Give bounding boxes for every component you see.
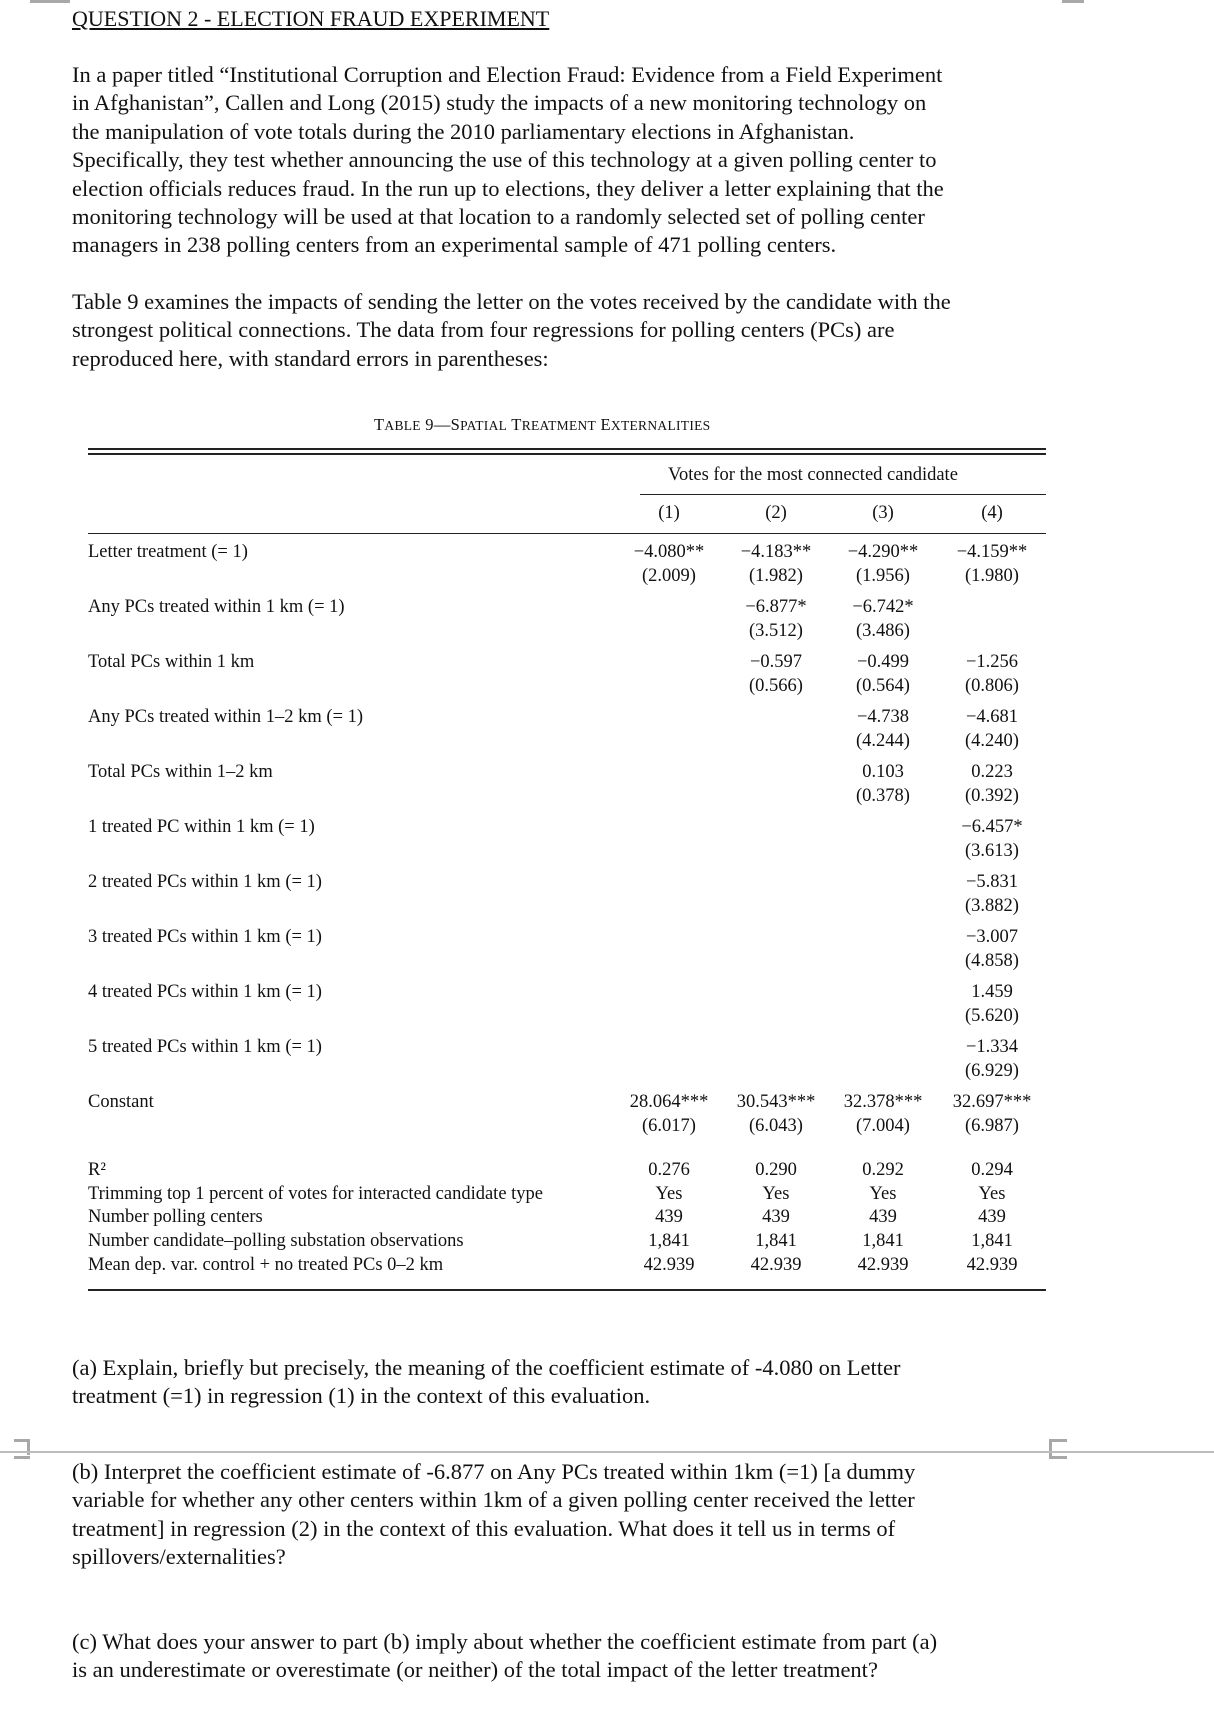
stat-value: 0.294 [971, 1160, 1013, 1180]
coefficient: −5.831 [965, 872, 1019, 892]
caption-part: T [374, 415, 385, 434]
question-b [72, 1458, 915, 1572]
coefficient: −4.080** [633, 542, 705, 562]
standard-error: (4.244) [856, 730, 910, 751]
question-title: QUESTION 2 - ELECTION FRAUD EXPERIMENT [72, 6, 550, 31]
question-a [72, 1354, 900, 1411]
text-line: monitoring technology will be used at that location to a randomly selected set of polling center [72, 204, 925, 230]
standard-error: (3.882) [965, 895, 1019, 916]
stat-value: Yes [762, 1183, 790, 1204]
standard-error: (2.009) [642, 565, 696, 586]
caption-part: ABLE [384, 418, 421, 433]
row-label: 4 treated PCs within 1 km (= 1) [88, 982, 322, 1002]
standard-error: (1.980) [965, 565, 1019, 586]
row-label: Any PCs treated within 1 km (= 1) [88, 597, 345, 617]
stat-value: 0.292 [862, 1160, 904, 1180]
coefficient: 32.697*** [952, 1092, 1032, 1112]
standard-error: (3.512) [749, 620, 803, 641]
header-rule [640, 494, 1046, 495]
standard-error: (1.956) [856, 565, 910, 586]
standard-error: (0.392) [965, 785, 1019, 806]
stat-value: 0.290 [755, 1160, 797, 1180]
caption-part: PATIAL [460, 418, 508, 433]
standard-error: (1.982) [749, 565, 803, 586]
page-corner-mark [14, 1456, 30, 1459]
standard-error: (0.806) [965, 675, 1019, 696]
text-line: (a) Explain, briefly but precisely, the meaning of the coefficient estimate of -4.080 on Letter [72, 1355, 901, 1380]
coefficient: −3.007 [965, 927, 1019, 947]
stat-value: Yes [869, 1183, 897, 1204]
table-top-rule [88, 453, 1046, 455]
coefficient: 32.378*** [843, 1092, 923, 1112]
text-line: election officials reduces fraud. In the run up to elections, they deliver a letter explaining that the [72, 175, 944, 201]
stat-value: 42.939 [966, 1254, 1018, 1275]
page-corner-mark [30, 0, 70, 3]
column-header: (3) [872, 503, 894, 523]
stat-value: 439 [655, 1207, 683, 1228]
coefficient: −6.877* [745, 597, 807, 617]
row-label: 5 treated PCs within 1 km (= 1) [88, 1037, 322, 1057]
standard-error: (3.486) [856, 620, 910, 641]
coefficient: −4.738 [856, 707, 910, 727]
row-label: 1 treated PC within 1 km (= 1) [88, 817, 315, 837]
stat-value: 42.939 [857, 1254, 909, 1275]
header-bottom-rule [88, 533, 1046, 534]
stat-label: Number polling centers [88, 1207, 263, 1228]
standard-error: (5.620) [965, 1005, 1019, 1026]
stat-value: 42.939 [750, 1254, 802, 1275]
dep-var-header: Votes for the most connected candidate [668, 465, 958, 485]
stat-value: 1,841 [755, 1231, 797, 1252]
text-line: in Afghanistan”, Callen and Long (2015) study the impacts of a new monitoring technology on [72, 90, 927, 116]
standard-error: (0.564) [856, 675, 910, 696]
text-line: the manipulation of vote totals during the 2010 parliamentary elections in Afghanistan. [72, 118, 855, 144]
row-label: Total PCs within 1 km [88, 652, 255, 672]
coefficient: −0.499 [856, 652, 910, 672]
column-header: (1) [658, 503, 680, 523]
text-line: In a paper titled “Institutional Corruption and Election Fraud: Evidence from a Field Experiment [72, 62, 943, 87]
stat-label: Trimming top 1 percent of votes for interacted candidate type [88, 1183, 544, 1204]
coefficient: 1.459 [971, 982, 1013, 1002]
stat-value: 42.939 [643, 1254, 695, 1275]
row-label: 3 treated PCs within 1 km (= 1) [88, 927, 322, 947]
text-line: Specifically, they test whether announcing the use of this technology at a given polling center to [72, 147, 937, 173]
stat-label: Mean dep. var. control + no treated PCs 0–2 km [88, 1254, 444, 1275]
row-label: Any PCs treated within 1–2 km (= 1) [88, 707, 364, 727]
stat-value: Yes [655, 1183, 683, 1204]
standard-error: (4.858) [965, 950, 1019, 971]
coefficient: −4.290** [847, 542, 919, 562]
text-line: is an underestimate or overestimate (or neither) of the total impact of the letter treatment? [72, 1657, 878, 1683]
table-intro-paragraph [72, 288, 951, 373]
standard-error: (7.004) [856, 1115, 910, 1136]
stat-value: 439 [978, 1207, 1006, 1228]
coefficient: −1.334 [965, 1037, 1019, 1057]
column-header: (4) [981, 503, 1003, 523]
table-top-rule [88, 448, 1046, 450]
stat-label: R² [88, 1160, 106, 1180]
coefficient: −4.681 [965, 707, 1019, 727]
standard-error: (4.240) [965, 730, 1019, 751]
caption-part: E [596, 415, 611, 434]
coefficient: −6.742* [852, 597, 914, 617]
text-line: (b) Interpret the coefficient estimate of -6.877 on Any PCs treated within 1km (=1) [a dummy [72, 1459, 916, 1484]
text-line: strongest political connections. The data from four regressions for polling centers (PCs) are [72, 317, 895, 343]
intro-paragraph [72, 61, 944, 260]
coefficient: −6.457* [961, 817, 1023, 837]
standard-error: (0.378) [856, 785, 910, 806]
question-c [72, 1628, 937, 1685]
caption-part: XTERNALITIES [610, 418, 711, 433]
coefficient: −4.183** [740, 542, 812, 562]
caption-part: T [507, 415, 522, 434]
standard-error: (0.566) [749, 675, 803, 696]
standard-error: (6.987) [965, 1115, 1019, 1136]
coefficient: −0.597 [749, 652, 803, 672]
coefficient: −4.159** [956, 542, 1028, 562]
stat-label: Number candidate–polling substation observations [88, 1231, 464, 1252]
text-line: treatment] in regression (2) in the context of this evaluation. What does it tell us in terms of [72, 1515, 896, 1541]
page-corner-mark [1062, 0, 1084, 3]
table-bottom-rule [88, 1289, 1046, 1291]
text-line: spillovers/externalities? [72, 1544, 286, 1570]
stat-value: 1,841 [862, 1231, 904, 1252]
standard-error: (6.929) [965, 1060, 1019, 1081]
stat-value: 439 [762, 1207, 790, 1228]
standard-error: (6.017) [642, 1115, 696, 1136]
text-line: managers in 238 polling centers from an experimental sample of 471 polling centers. [72, 232, 837, 258]
stat-value: 439 [869, 1207, 897, 1228]
row-label: Constant [88, 1092, 154, 1112]
caption-part: 9—S [420, 415, 461, 434]
stat-value: Yes [978, 1183, 1006, 1204]
text-line: (c) What does your answer to part (b) imply about whether the coefficient estimate from part (a) [72, 1629, 938, 1654]
stat-value: 0.276 [648, 1160, 690, 1180]
text-line: reproduced here, with standard errors in parentheses: [72, 345, 549, 371]
coefficient: 0.103 [862, 762, 904, 782]
stat-value: 1,841 [971, 1231, 1013, 1252]
stat-value: 1,841 [648, 1231, 690, 1252]
page-break-line [0, 1451, 1214, 1453]
coefficient: 28.064*** [629, 1092, 709, 1112]
column-header: (2) [765, 503, 787, 523]
standard-error: (6.043) [749, 1115, 803, 1136]
text-line: variable for whether any other centers within 1km of a given polling center received the letter [72, 1487, 915, 1513]
standard-error: (3.613) [965, 840, 1019, 861]
caption-part: REATMENT [521, 418, 597, 433]
text-line: Table 9 examines the impacts of sending the letter on the votes received by the candidate with the [72, 289, 951, 314]
row-label: 2 treated PCs within 1 km (= 1) [88, 872, 322, 892]
text-line: treatment (=1) in regression (1) in the context of this evaluation. [72, 1383, 651, 1409]
coefficient: 0.223 [971, 762, 1013, 782]
row-label: Total PCs within 1–2 km [88, 762, 273, 782]
page-corner-mark [1049, 1456, 1067, 1459]
row-label: Letter treatment (= 1) [88, 542, 248, 562]
table-caption [374, 415, 711, 435]
coefficient: 30.543*** [736, 1092, 816, 1112]
coefficient: −1.256 [965, 652, 1019, 672]
